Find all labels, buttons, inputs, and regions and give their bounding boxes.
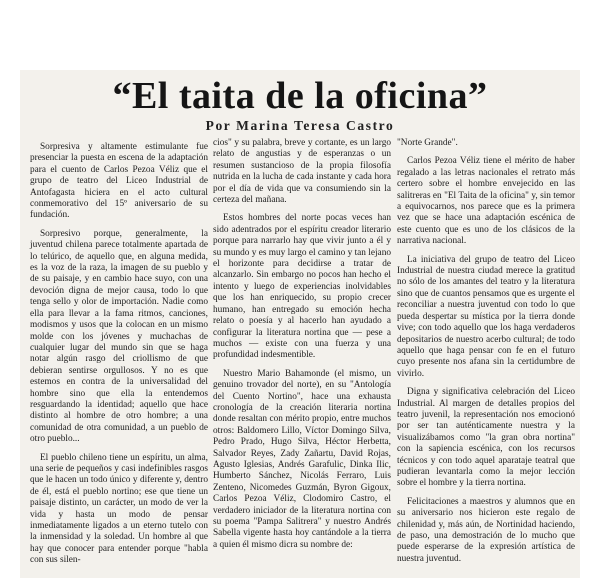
paragraph: Felicitaciones a maestros y alumnos que en su aniversario nos hicieron este regalo de chilenidad y, más aún, de Nortinidad haciendo, de paso, una demostración de lo mucho que puede esperarse de la expresión artística de nuestra juventud. xyxy=(397,496,575,564)
paragraph: Nuestro Mario Bahamonde (el mismo, un genuino trovador del norte), en su "Antología del Cuento Nortino", hace una exhausta cronología de la creación literaria nortina donde resaltan con mérito propio, entre muchos otros: Baldomero Lillo, Víctor Domingo Silva, Pedro Prado, Hugo Silva, Héctor Herbetta, Salvador Reyes, Zady Zañartu, David Rojas, Agusto Iglesias, Andrés Garafulic, Dinka Ilic, Humberto Sánchez, Nicolás Ferraro, Luis Zenteno, Nicomedes Guzmán, Byron Gigoux, Carlos Pezoa Véliz, Clodomiro Castro, el verdadero iniciador de la literatura nortina con su poema "Pampa Salitrera" y nuestro Andrés Sabella vigente hasta hoy cantándole a la tierra a quien él mismo dicra su nombre de: xyxy=(213,368,391,550)
paragraph: Sorpresivo porque, generalmente, la juventud chilena parece totalmente apartada de lo telúrico, de aquello que, en alguna medida, es la voz de la raza, la imagen de su pueblo y de su paisaje, y en cambio hace suyo, con una devoción digna de mejor causa, todo lo que tenga sello y olor de importación. Nadie como ella para llevar a la fama ritmos, canciones, modismos y usos que la colocan en un mismo molde con los jóvenes y muchachas de cualquier lugar del mundo sin que se haga notar algún rasgo del criollismo de que debieran sentirse orgullosos. Y no es que estemos en contra de la universalidad del hombre sino que ella la entendemos resguardando la identidad; aquello que hace distinto al hombre de otro hombre; a una comunidad de otra comunidad, a un pueblo de otro pueblo... xyxy=(30,228,208,445)
newspaper-clipping xyxy=(20,70,580,578)
article-column-1 xyxy=(30,142,208,574)
paragraph: Estos hombres del norte pocas veces han sido adentrados por el espíritu creador literario porque para narrarlo hay que vivir junto a él y su mundo y es muy largo el camino y tan lejano el horizonte para decidirse a tratar de alcanzarlo. Sin embargo no pocos han hecho el intento y luego de experiencias inolvidables que los han enriquecido, su propio crecer humano, han entregado su emoción hecha relato o poesía y al hacerlo han ayudado a configurar la literatura nortina que — pese a muchos — existe con una fuerza y una profundidad indesmentible. xyxy=(213,213,391,361)
paragraph: Sorpresiva y altamente estimulante fue presenciar la puesta en escena de la adaptación para el cuento de Carlos Pezoa Véliz que el grupo de teatro del Liceo Industrial de Antofagasta hiciera en el acto cultural conmemorativo del 15º aniversario de su fundación. xyxy=(30,142,208,221)
article-title: “El taita de la oficina” xyxy=(112,75,488,117)
article-byline: Por Marina Teresa Castro xyxy=(205,118,395,133)
article-column-3 xyxy=(397,138,575,572)
paragraph: "Norte Grande". xyxy=(397,138,458,148)
article-column-2 xyxy=(213,138,391,558)
paragraph: cios" y su palabra, breve y cortante, es un largo relato de angustias y de esperanzas o un resumen sustancioso de la propia filosofía nutrida en la lucha de cada instante y cada hora por el día de vida que va consumiendo sin la certeza del mañana. xyxy=(213,138,391,206)
paragraph: La iniciativa del grupo de teatro del Liceo Industrial de nuestra ciudad merece la gratitud no sólo de los amantes del teatro y la literatura sino que de cuantos pensamos que es urgente el reconciliar a nuestra juventud con todo lo que pueda despertar su mística por la tierra donde vive; con todo aquello que los haga verdaderos depositarios de nuestro acerbo cultural; de todo aquello que haga pensar con fe en el futuro cuyo presente nos afana sin la certidumbre de vivirlo. xyxy=(397,254,575,379)
paragraph: Digna y significativa celebración del Liceo Industrial. Al margen de detalles propios del teatro juvenil, la representación nos emocionó por ser tan auténticamente nuestra y la visualizábamos como "la gran obra nortina" con la sapiencia escénica, con los recursos técnicos y con todo aquel aparataje teatral que pudieran levantarla como la mejor lección sobre el hombre y la tierra nortina. xyxy=(397,387,575,489)
paragraph: Carlos Pezoa Véliz tiene el mérito de haber regalado a las letras nacionales el retrato más certero sobre el hombre envejecido en las salitreras en "El Taita de la oficina" y, sin temor a equivocarnos, nos parece que es la primera vez que se hace una adaptación escénica de este cuento que es uno de los clásicos de la narrativa nacional. xyxy=(397,156,575,247)
paragraph: El pueblo chileno tiene un espíritu, un alma, una serie de pequeños y casi indefinibles rasgos que le hacen un todo único y diferente y, dentro de él, está el pueblo nortino; ese que tiene un paisaje distinto, un carácter, un modo de ver la vida y hasta un modo de pensar inmediatamente ligados a un eterno tutelo con la inmensidad y la soledad. Un hombre al que hay que conocer para entender porque "habla con sus silen- xyxy=(30,452,208,566)
